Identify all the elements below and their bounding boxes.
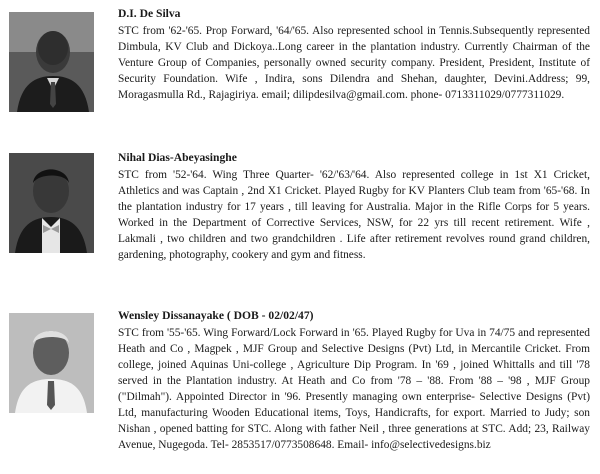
portrait-photo: [9, 313, 94, 413]
profile-text: [118, 150, 590, 263]
profile-name: Wensley Dissanayake ( DOB - 02/02/47): [118, 309, 314, 322]
profile-bio: STC from '55-'65. Wing Forward/Lock Forward in '65. Played Rugby for Uva in 74/75 and represented Heath and Co , Magpek , MJF Group and Selective Designs (Pvt) Ltd, in Mercantile Cricket. From college, joined Aquinas Uni-college , Agriculture Dip Program. In '69 , joined Whittalls and till '78 served in the Plantation industry. At Heath and Co from '78 – '88. From '88 – '98 , MJF Group ("Dilmah"). Appointed Director in '96. Presently managing own enterprise- Selective Designs (Pvt) Ltd, manufacturing Wooden Educational items, Toys, Handicrafts, for export. Married to Judy; son Nishan , opened batting for STC. Along with father Neil , three generations at STC. Add; 23, Railway Avenue, Nugegoda. Tel- 2853517/0773508648. Email- info@selectivedesigns.biz: [118, 327, 590, 451]
profile-name: Nihal Dias-Abeyasinghe: [118, 151, 237, 164]
portrait-photo: [9, 12, 94, 112]
profile-bio: STC from '52-'64. Wing Three Quarter- '62/'63/'64. Also represented college in 1st X1 Cricket, Athletics and was Captain , 2nd X1 Cricket. Played Rugby for KV Planters Club team from '65-'68. In the plantation industry for 17 years , till leaving for Australia. Major in the Rifle Corps for 5 years. Worked in the Department of Corrective Services, NSW, for 22 yrs till recent retirement. Wife , Lakmali , two children and two grandchildren . Life after retirement revolves round grand children, gardening, photography, cookery and gym and fitness.: [118, 169, 590, 261]
profile-name: D.I. De Silva: [118, 7, 181, 20]
profile-text: [118, 308, 590, 453]
profile-bio: STC from '62-'65. Prop Forward, '64/'65. Also represented school in Tennis.Subsequently represented Dimbula, KV Club and Dickoya..Long career in the plantation industry. Currently Chairman of the Venture Group of Companies, personally owned security company. President, President, Institute of Security Foundation. Wife , Indira, sons Dilendra and Shehan, daughter, Devini.Address; 99, Moragasmulla Rd., Rajagiriya. email; dilipdesilva@gmail.com. phone- 0713311029/0777311029.: [118, 25, 590, 101]
profile-text: [118, 6, 590, 103]
portrait-photo: [9, 153, 94, 253]
